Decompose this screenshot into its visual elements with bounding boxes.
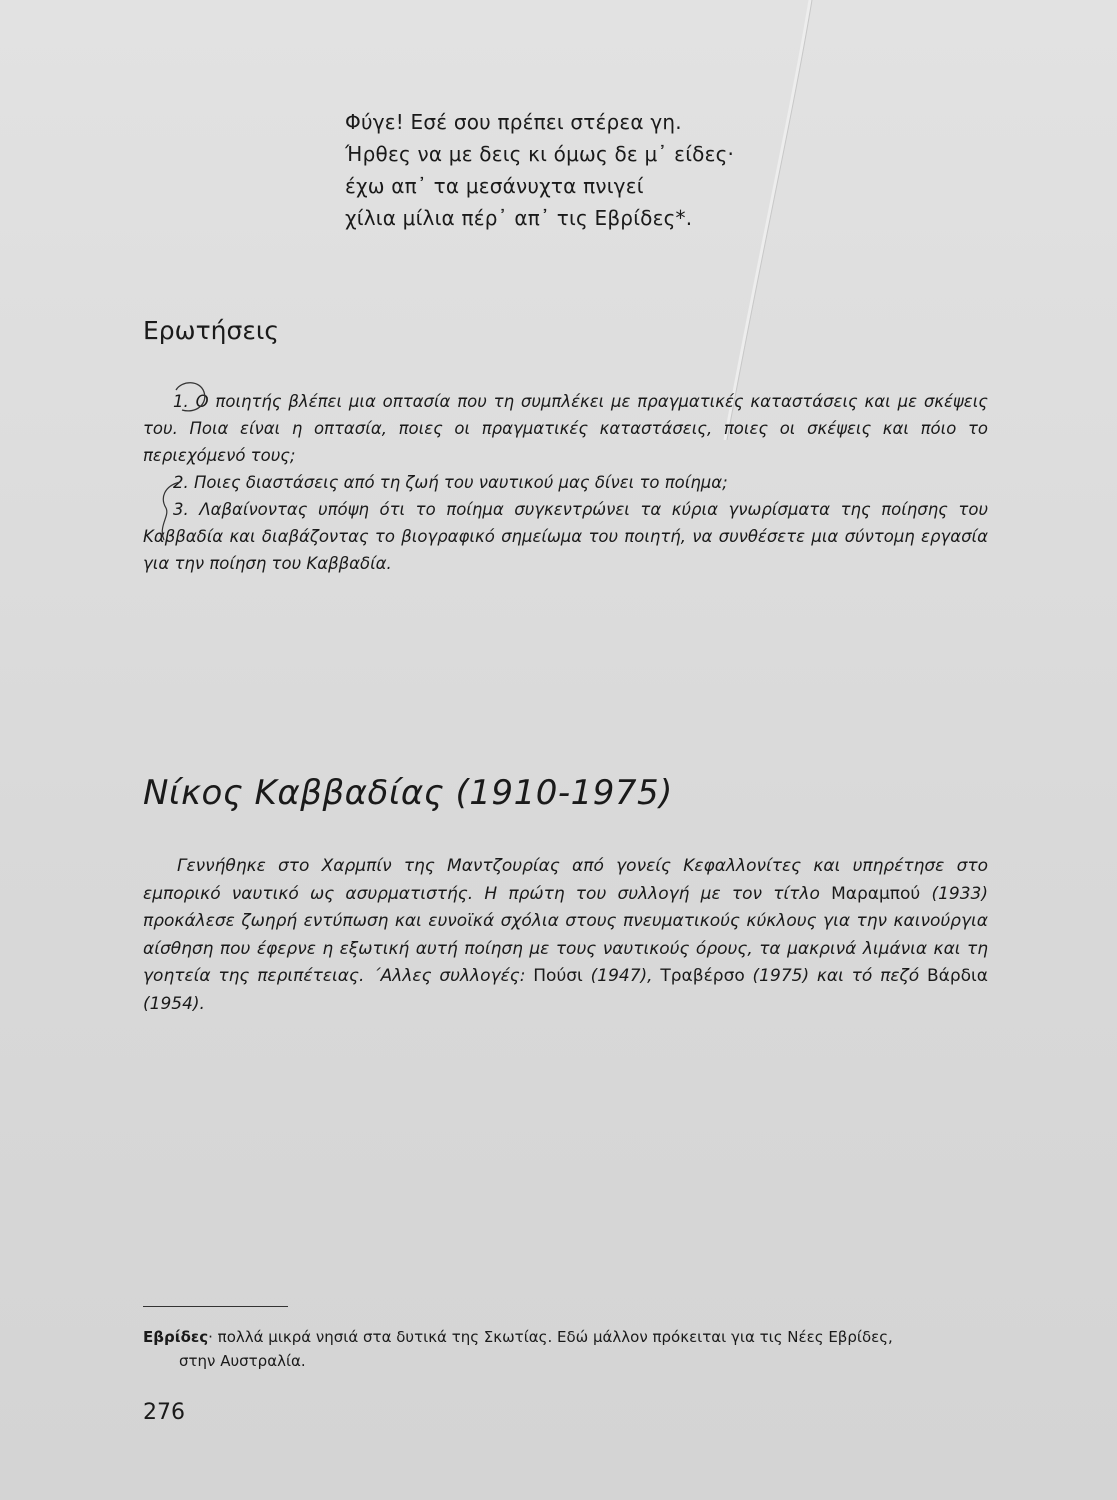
questions-heading: Ερωτήσεις: [143, 316, 279, 345]
bio-text-segment: (1954).: [143, 993, 205, 1014]
page-number: 276: [143, 1400, 185, 1425]
footnote-definition: · πολλά μικρά νησιά στα δυτικά της Σκωτίας. Εδώ μάλλον πρόκειται για τις Νέες Εβρίδες,: [208, 1328, 893, 1346]
question-text: Λαβαίνοντας υπόψη ότι το ποίημα συγκεντρώνει τα κύρια γνωρίσματα της ποίησης του Καββαδία και διαβάζοντας το βιογραφικό σημείωμα του ποιητή, να συνθέσετε μια σύντομη εργασία για την ποίηση του Καββαδία.: [143, 500, 988, 573]
poem-stanza: [345, 106, 734, 234]
questions-list: [143, 388, 988, 577]
question-number: 2.: [173, 473, 189, 492]
bio-text-segment: (1933) προκάλεσε ζωηρή εντύπωση και ευνοϊκά σχόλια στους πνευματικούς κύκλους για την καινούργια αίσθηση που έφερνε η εξωτική αυτή ποίηση με τους ναυτικούς όρους, τα μακρινά λιμάνια και τη γοητεία της περιπέτειας. ´Αλλες συλλογές:: [143, 883, 988, 986]
book-title: Τραβέρσο: [660, 966, 745, 986]
poem-line: Ήρθες να με δεις κι όμως δε μ᾽ είδες·: [345, 142, 735, 166]
question-number: 1.: [173, 392, 189, 411]
question-text: Ο ποιητής βλέπει μια οπτασία που τη συμπλέκει με πραγματικές καταστάσεις και με σκέψεις του. Ποια είναι η οπτασία, ποιες οι πραγματικές καταστάσεις, ποιες οι σκέψεις και πόιο το περιεχόμενό τους;: [143, 392, 988, 465]
poem-line: Φύγε! Εσέ σου πρέπει στέρεα γη.: [345, 110, 682, 134]
bio-text-segment: Γεννήθηκε στο Χαρμπίν της Μαντζουρίας από γονείς Κεφαλλονίτες και υπηρέτησε στο εμπορικό ναυτικό ως ασυρματιστής. Η πρώτη του συλλογή με τον τίτλο: [143, 856, 988, 904]
footnote-continuation: στην Αυστραλία.: [179, 1352, 306, 1370]
book-title: Μαραμπού: [831, 883, 921, 904]
poem-line: χίλια μίλια πέρ᾽ απ᾽ τις Εβρίδες*.: [345, 206, 693, 230]
biography-text: [143, 853, 988, 1018]
bio-text-segment: (1975) και τό πεζό: [744, 966, 927, 986]
poem-line: έχω απ᾽ τα μεσάνυχτα πνιγεί: [345, 174, 644, 198]
book-title: Βάρδια: [926, 966, 988, 986]
question-item: [143, 469, 988, 496]
pen-circle-mark: [168, 378, 212, 418]
footnote-term: Εβρίδες: [143, 1328, 209, 1346]
question-number: 3.: [173, 500, 189, 519]
bio-text-segment: (1947),: [582, 966, 661, 986]
biography-paragraph: [143, 853, 988, 1018]
book-title: Πούσι: [533, 966, 583, 986]
question-item: [143, 496, 988, 577]
footnote: [143, 1325, 988, 1373]
footnote-line: [143, 1325, 988, 1349]
question-item: [143, 388, 988, 469]
footnote-rule: [143, 1306, 288, 1307]
biography-heading: Νίκος Καββαδίας (1910-1975): [143, 773, 673, 813]
question-text: Ποιες διαστάσεις από τη ζωή του ναυτικού μας δίνει το ποίημα;: [194, 473, 728, 492]
pen-bracket-mark: [150, 478, 190, 548]
